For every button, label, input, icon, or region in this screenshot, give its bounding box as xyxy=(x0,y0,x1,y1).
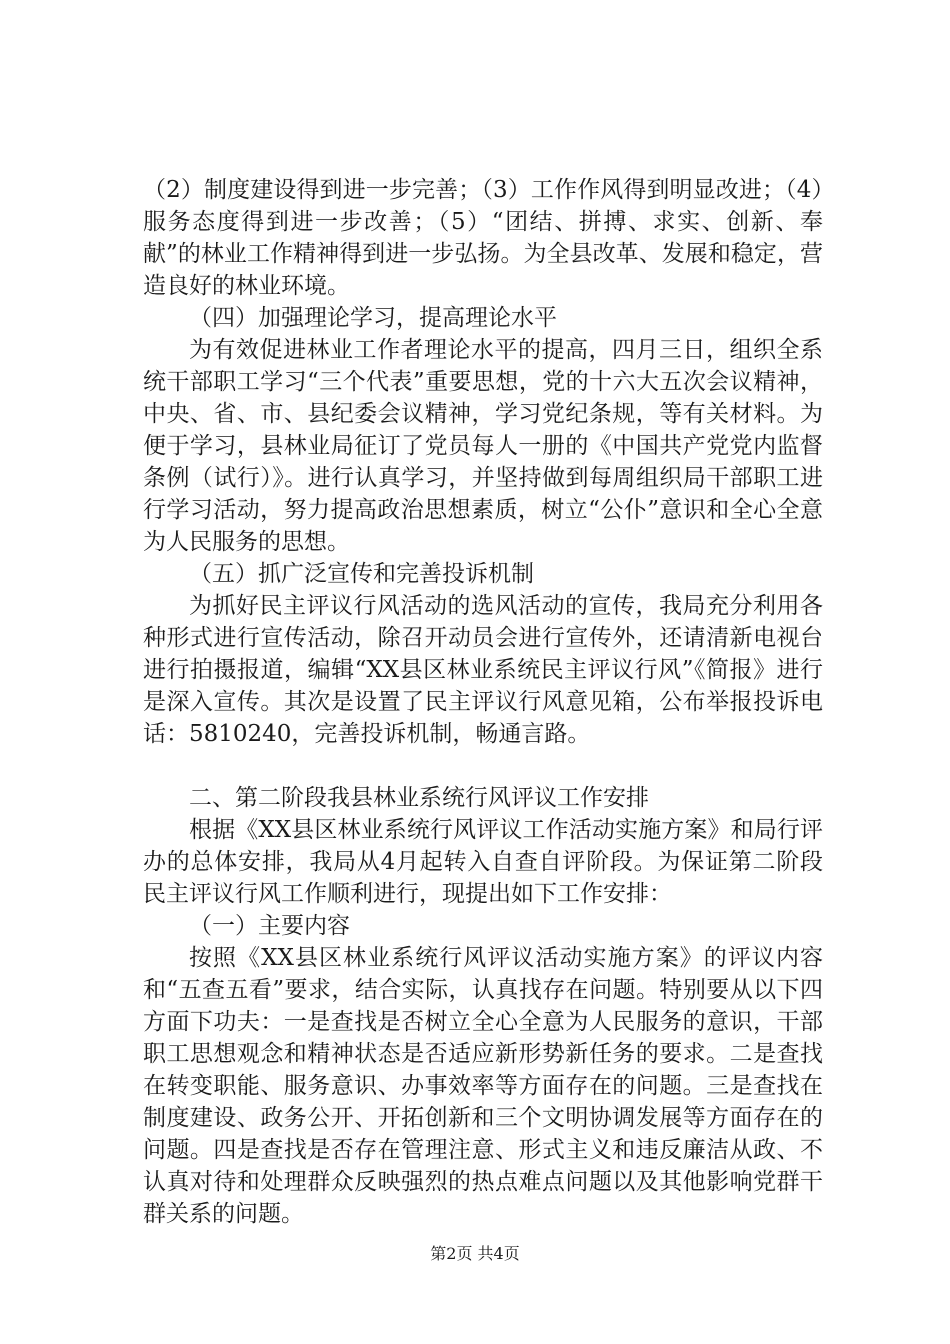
section-heading-stage-two: 二、第二阶段我县林业系统行风评议工作安排 xyxy=(189,785,649,811)
paragraph-publicity: 为抓好民主评议行风活动的选风活动的宣传，我局充分利用各种形式进行宣传活动，除召开动员会进行宣传外，还请清新电视台进行拍摄报道，编辑“XX县区林业系统民主评议行风”《简报》进行是深入宣传。其次是设置了民主评议行风意见箱，公布举报投诉电话：5810240，完善投诉机制，畅通言路。 xyxy=(143,593,823,747)
page-number-footer: 第2页 共4页 xyxy=(430,1244,520,1263)
paragraph-stage-two-intro: 根据《XX县区林业系统行风评议工作活动实施方案》和局行评办的总体安排，我局从4月起转入自查自评阶段。为保证第二阶段民主评议行风工作顺利进行，现提出如下工作安排： xyxy=(143,817,823,907)
subheading-main-content: （一）主要内容 xyxy=(189,913,350,939)
paragraph-body-continued: （2）制度建设得到进一步完善；（3）工作作风得到明显改进；（4）服务态度得到进一步改善；（5）“团结、拼搏、求实、创新、奉献”的林业工作精神得到进一步弘扬。为全县改革、发展和稳定，营造良好的林业环境。 xyxy=(143,177,823,299)
paragraph-gap xyxy=(143,750,823,782)
section-heading-four: （四）加强理论学习，提高理论水平 xyxy=(189,305,557,331)
paragraph-theory-study: 为有效促进林业工作者理论水平的提高，四月三日，组织全系统干部职工学习“三个代表”重要思想，党的十六大五次会议精神，中央、省、市、县纪委会议精神，学习党纪条规，等有关材料。为便于学习，县林业局征订了党员每人一册的《中国共产党党内监督条例（试行）》。进行认真学习，并坚持做到每周组织局干部职工进行学习活动，努力提高政治思想素质，树立“公仆”意识和全心全意为人民服务的思想。 xyxy=(143,337,823,555)
document-body xyxy=(143,174,823,1230)
paragraph-main-content: 按照《XX县区林业系统行风评议活动实施方案》的评议内容和“五查五看”要求，结合实际，认真找存在问题。特别要从以下四方面下功夫：一是查找是否树立全心全意为人民服务的意识，干部职工思想观念和精神状态是否适应新形势新任务的要求。二是查找在转变职能、服务意识、办事效率等方面存在的问题。三是查找在制度建设、政务公开、开拓创新和三个文明协调发展等方面存在的问题。四是查找是否存在管理注意、形式主义和违反廉洁从政、不认真对待和处理群众反映强烈的热点难点问题以及其他影响党群干群关系的问题。 xyxy=(143,945,823,1227)
section-heading-five: （五）抓广泛宣传和完善投诉机制 xyxy=(189,561,534,587)
